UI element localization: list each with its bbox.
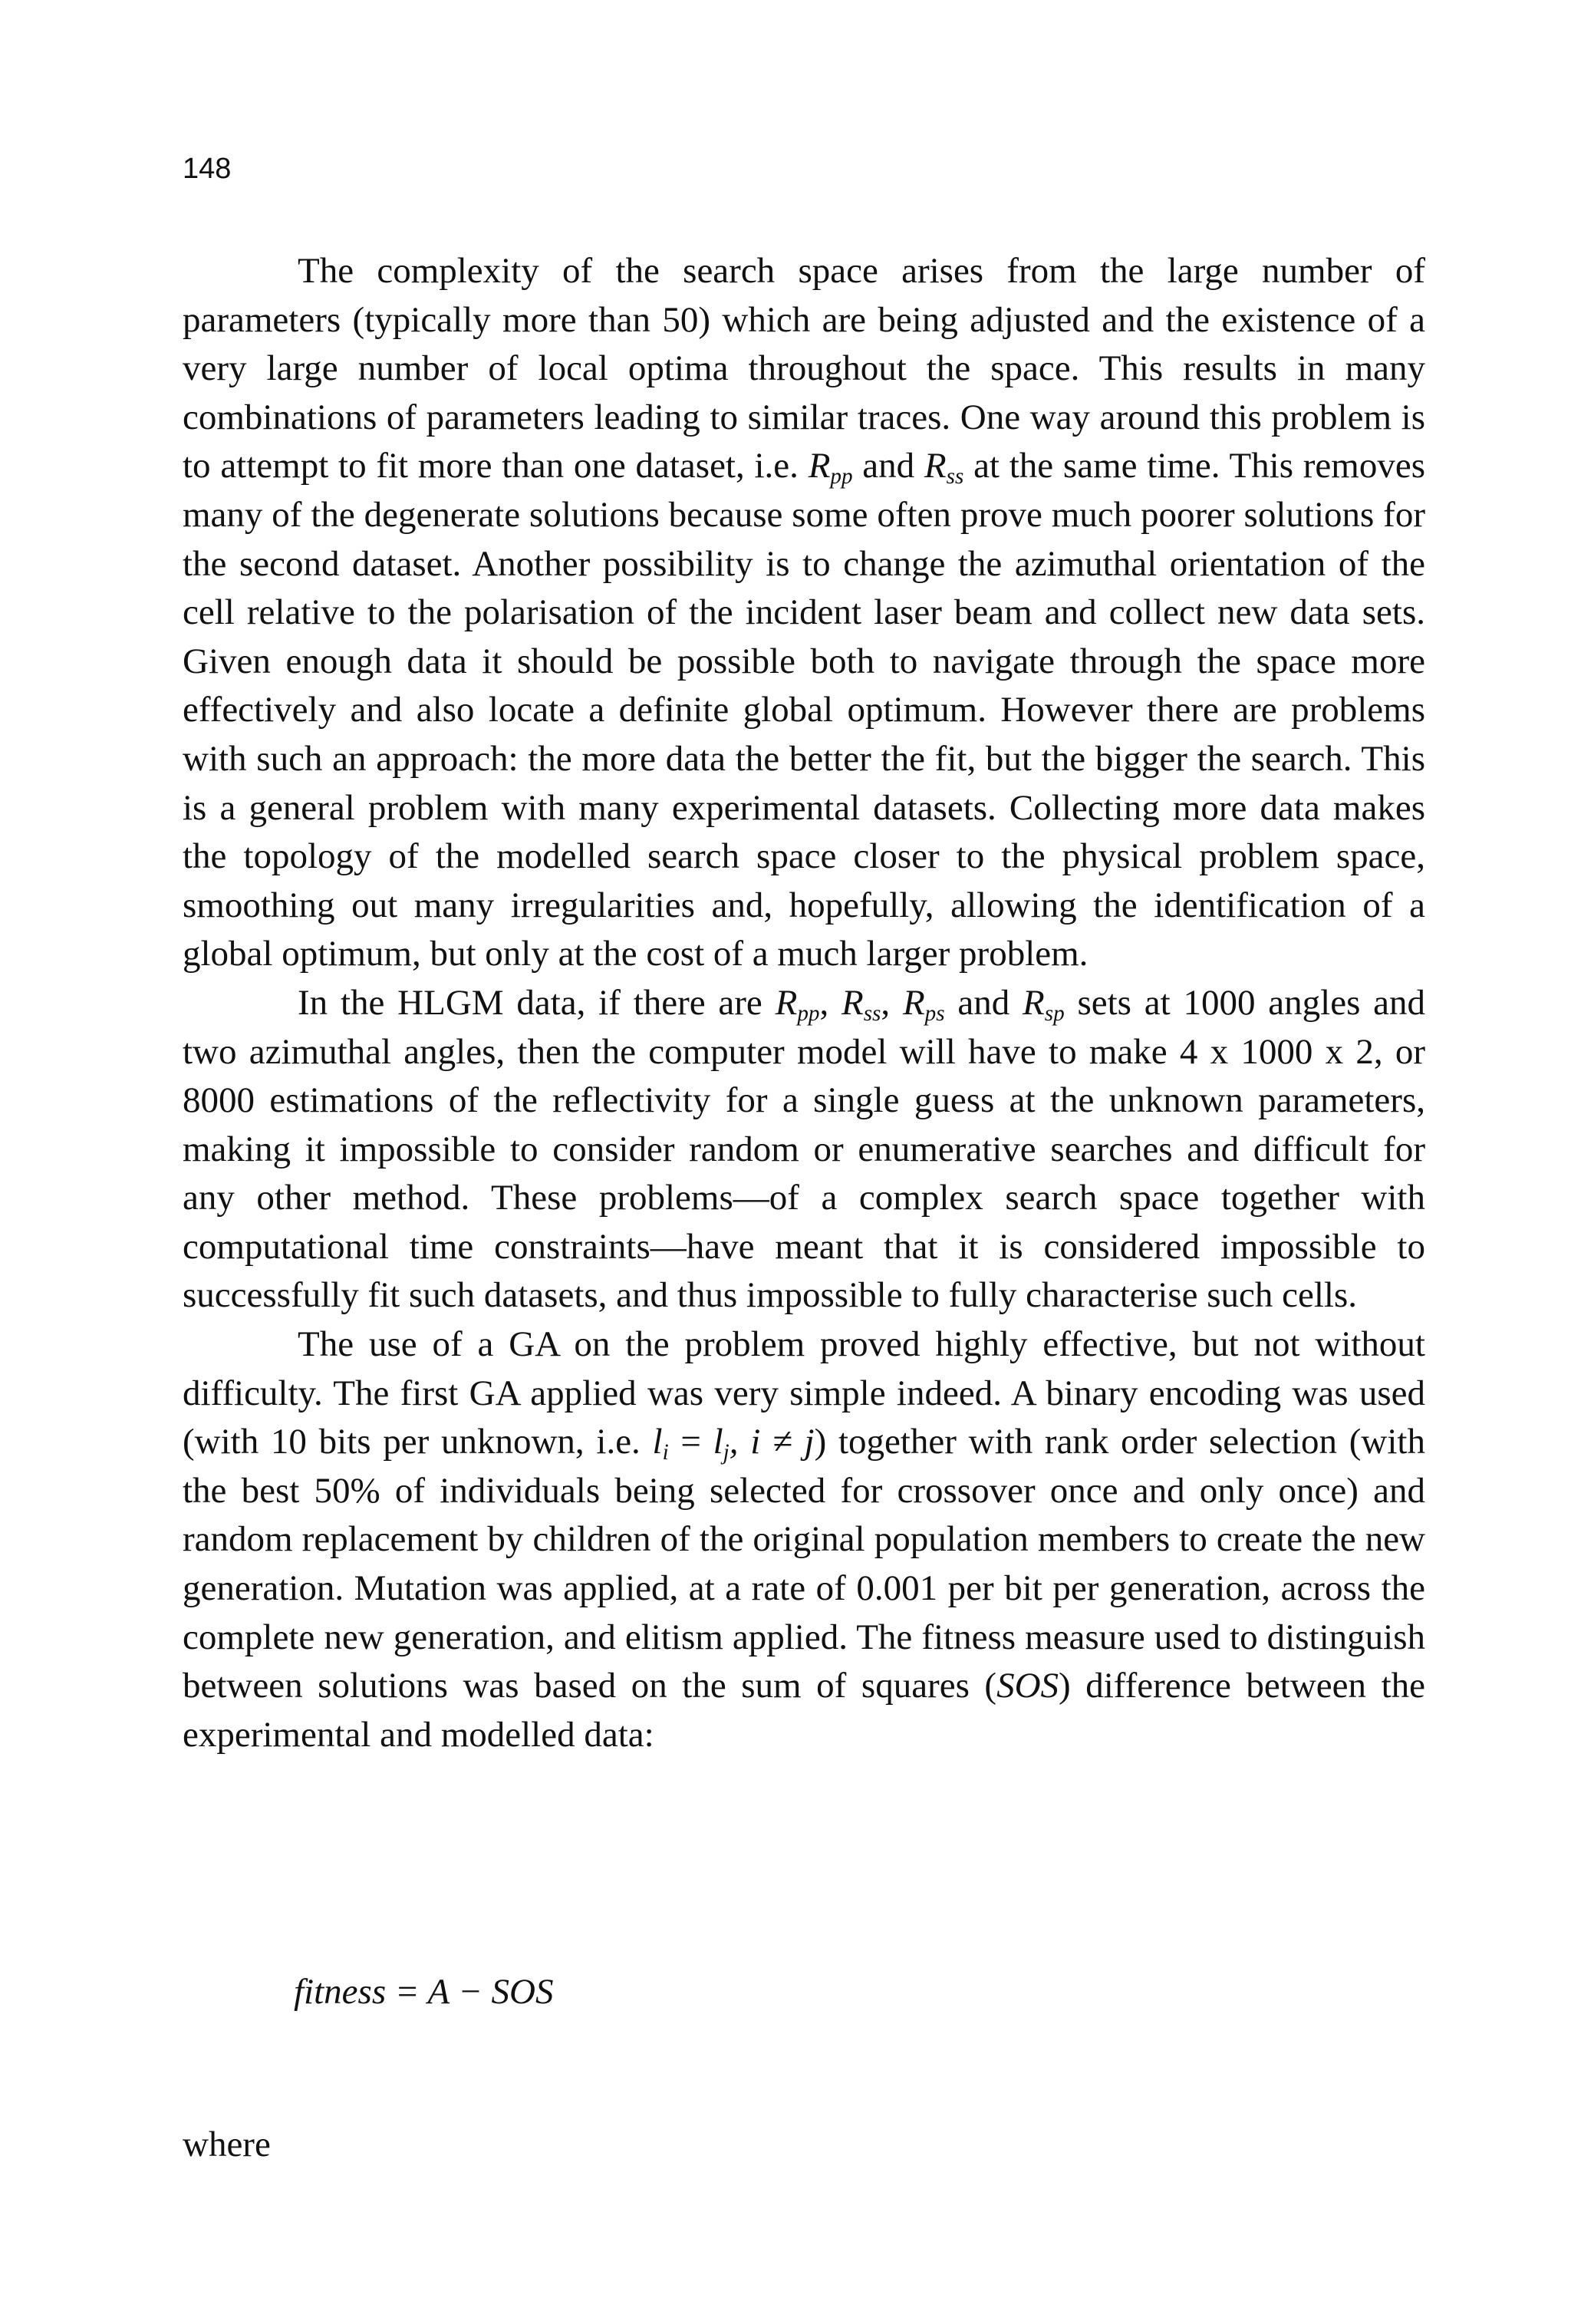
symbol-r-ss: $R_{ss}$ xyxy=(924,446,964,490)
symbol-r-ps: $R_{ps}$ xyxy=(902,982,945,1027)
paragraph-2-text-a: In the HLGM data, if there are xyxy=(298,982,776,1023)
page-number: 148 xyxy=(183,153,232,185)
paragraph-1: The complexity of the search space arises from the large number of parameters (typically more than 50) which are being adjusted and the existence of a very large number of local optima throughout the space. This results in many combinations of parameters leading to similar traces. One way around this problem is to attempt to fit more than one dataset, i.e. $R_{pp}$ and $R_{ss}$ at the same time. This removes many of the degenerate solutions because some often prove much poorer solutions for the second dataset. Another possibility is to change the azimuthal orientation of the cell relative to the polarisation of the incident laser beam and collect new data sets. Given enough data it should be possible both to navigate through the space more effectively and also locate a definite global optimum. However there are problems with such an approach: the more data the better the fit, but the bigger the search. This is a general problem with many experimental datasets. Collecting more data makes the topology of the modelled search space closer to the physical problem space, smoothing out many irregularities and, hopefully, allowing the identification of a global optimum, but only at the cost of a much larger problem. xyxy=(183,251,1425,974)
symbol-l-i: $l_i$ xyxy=(652,1422,669,1465)
paragraph-3-text-b: ) together with rank order selection (with the best 50% of individuals being selected for crossover once and only once) and random replacement by children of the original population members to create the new generation. Mutation was applied, at a rate of 0.001 per bit per generation, across the complete new generation, and elitism applied. The fitness measure used to distinguish between solutions was based on the sum of squares ( xyxy=(183,1422,1425,1706)
symbol-r-ss: $R_{ss}$ xyxy=(841,982,881,1027)
symbol-l-j: $l_j$ xyxy=(713,1422,730,1465)
index-condition: , i ≠ j xyxy=(729,1422,815,1462)
fitness-formula: fitness = A − SOS xyxy=(294,1972,554,2012)
where-label: where xyxy=(183,2125,271,2164)
symbol-sos: SOS xyxy=(996,1666,1059,1706)
paragraph-1-text-b: at the same time. This removes many of the degenerate solutions because some often prove much poorer solutions for the second dataset. Another possibility is to change the azimuthal orientation of the cell relative to the polarisation of the incident laser beam and collect new data sets. Given enough data it should be possible both to navigate through the space more effectively and also locate a definite global optimum. However there are problems with such an approach: the more data the better the fit, but the bigger the search. This is a general problem with many experimental datasets. Collecting more data makes the topology of the modelled search space closer to the physical problem space, smoothing out many irregularities and, hopefully, allowing the identification of a global optimum, but only at the cost of a much larger problem. xyxy=(183,446,1425,974)
paragraph-3: The use of a GA on the problem proved highly effective, but not without difficulty. The first GA applied was very simple indeed. A binary encoding was used (with 10 bits per unknown, i.e. $l_i = l_j$, i ≠ j) together with rank order selection (with the best 50% of individuals being selected for crossover once and only once) and random replacement by children of the original population members to create the new generation. Mutation was applied, at a rate of 0.001 per bit per generation, across the complete new generation, and elitism applied. The fitness measure used to distinguish between solutions was based on the sum of squares (SOS) difference between the experimental and modelled data: xyxy=(183,1324,1425,1755)
paragraph-2-text-b: sets at 1000 angles and two azimuthal angles, then the computer model will have to make 4 x 1000 x 2, or 8000 estimations of the reflectivity for a single guess at the unknown parameters, making it impossible to consider random or enumerative searches and difficult for any other method. These problems—of a complex search space together with computational time constraints—have meant that it is considered impossible to successfully fit such datasets, and thus impossible to fully characterise such cells. xyxy=(183,982,1426,1316)
paragraph-3-text-c: ) difference between the experimental and modelled data: xyxy=(183,1666,1425,1755)
paragraph-1-text-a: The complexity of the search space arises from the large number of parameters (typically more than 50) which are being adjusted and the existence of a very large number of local optima throughout the space. This results in many combinations of parameters leading to similar traces. One way around this problem is to attempt to fit more than one dataset, i.e. xyxy=(183,251,1425,486)
paragraph-3-text-a: The use of a GA on the problem proved highly effective, but not without difficulty. The first GA applied was very simple indeed. A binary encoding was used (with 10 bits per unknown, i.e. xyxy=(183,1324,1425,1462)
paragraph-2: In the HLGM data, if there are $R_{pp}$, $R_{ss}$, $R_{ps}$ and $R_{sp}$ sets at 1000 angles and two azimuthal angles, then the computer model will have to make 4 x 1000 x 2, or 8000 estimations of the reflectivity for a single guess at the unknown parameters, making it impossible to consider random or enumerative searches and difficult for any other method. These problems—of a complex search space together with computational time constraints—have meant that it is considered impossible to successfully fit such datasets, and thus impossible to fully characterise such cells. xyxy=(183,982,1426,1316)
symbol-r-sp: $R_{sp}$ xyxy=(1023,982,1065,1027)
body-text xyxy=(183,247,1425,1759)
symbol-r-pp: $R_{pp}$ xyxy=(775,982,820,1027)
symbol-r-pp: $R_{pp}$ xyxy=(808,446,853,490)
